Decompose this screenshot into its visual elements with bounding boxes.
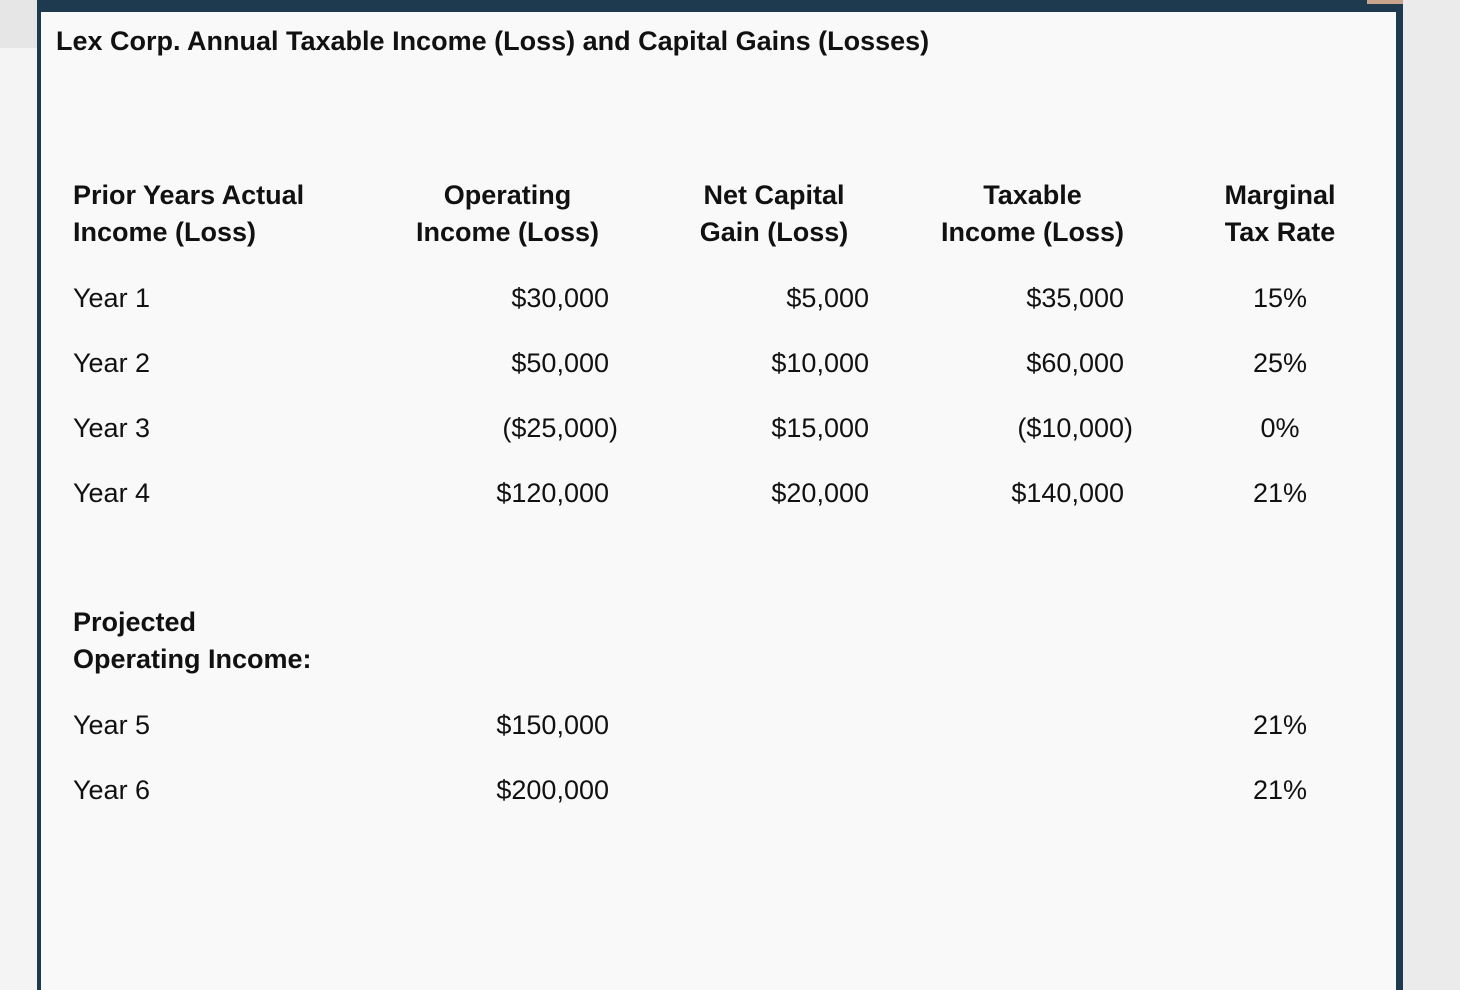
background-top-left: [0, 0, 37, 48]
projected-header-line-1: Projected: [73, 607, 197, 637]
header-marginal-tax-rate-line-1: Marginal: [1224, 180, 1336, 210]
header-marginal-tax-rate-line-2: Tax Rate: [1224, 217, 1336, 247]
header-net-capital-gain-line-1: Net Capital: [703, 180, 845, 210]
net-capital-gain-value: $15,000: [771, 413, 869, 443]
header-taxable-income: [915, 177, 1150, 251]
net-capital-gain-value: $20,000: [771, 478, 869, 508]
row-year-label: Year 3: [73, 413, 151, 443]
header-taxable-income-line-2: Income (Loss): [940, 217, 1125, 247]
table-panel: [41, 12, 1396, 990]
operating-income-value: $30,000: [511, 283, 609, 313]
table-window: [37, 0, 1403, 990]
header-operating-income: [390, 177, 625, 251]
header-operating-income-line-1: Operating: [443, 180, 572, 210]
header-marginal-tax-rate: [1200, 177, 1360, 251]
marginal-tax-rate-value: 15%: [1252, 283, 1308, 313]
header-net-capital-gain-line-2: Gain (Loss): [699, 217, 849, 247]
operating-income-value: $150,000: [496, 710, 609, 740]
row-year-label: Year 6: [73, 775, 151, 805]
taxable-income-value: $140,000: [1011, 478, 1124, 508]
marginal-tax-rate-value: 21%: [1252, 710, 1308, 740]
operating-income-value: $50,000: [511, 348, 609, 378]
header-taxable-income-line-1: Taxable: [983, 180, 1082, 210]
row-year-label: Year 4: [73, 478, 151, 508]
background-left-strip: [0, 48, 37, 990]
net-capital-gain-value: $10,000: [771, 348, 869, 378]
row-year-label: Year 5: [73, 710, 151, 740]
projected-operating-income-header: [73, 604, 312, 678]
operating-income-value: $120,000: [496, 478, 609, 508]
row-year-label: Year 2: [73, 348, 151, 378]
operating-income-value: $200,000: [496, 775, 609, 805]
window-corner-accent: [1367, 0, 1403, 4]
header-prior-years-line-1: Prior Years Actual: [73, 180, 305, 210]
header-prior-years: [73, 177, 304, 251]
header-net-capital-gain: [667, 177, 881, 251]
net-capital-gain-value: $5,000: [786, 283, 869, 313]
marginal-tax-rate-value: 21%: [1252, 478, 1308, 508]
operating-income-value: ($25,000): [502, 413, 618, 443]
row-year-label: Year 1: [73, 283, 151, 313]
taxable-income-value: ($10,000): [1017, 413, 1133, 443]
page-title: Lex Corp. Annual Taxable Income (Loss) and Capital Gains (Losses): [56, 26, 930, 56]
marginal-tax-rate-value: 0%: [1260, 413, 1300, 443]
header-prior-years-line-2: Income (Loss): [73, 217, 257, 247]
marginal-tax-rate-value: 21%: [1252, 775, 1308, 805]
taxable-income-value: $60,000: [1026, 348, 1124, 378]
marginal-tax-rate-value: 25%: [1252, 348, 1308, 378]
taxable-income-value: $35,000: [1026, 283, 1124, 313]
header-operating-income-line-2: Income (Loss): [415, 217, 600, 247]
projected-header-line-2: Operating Income:: [73, 644, 312, 674]
